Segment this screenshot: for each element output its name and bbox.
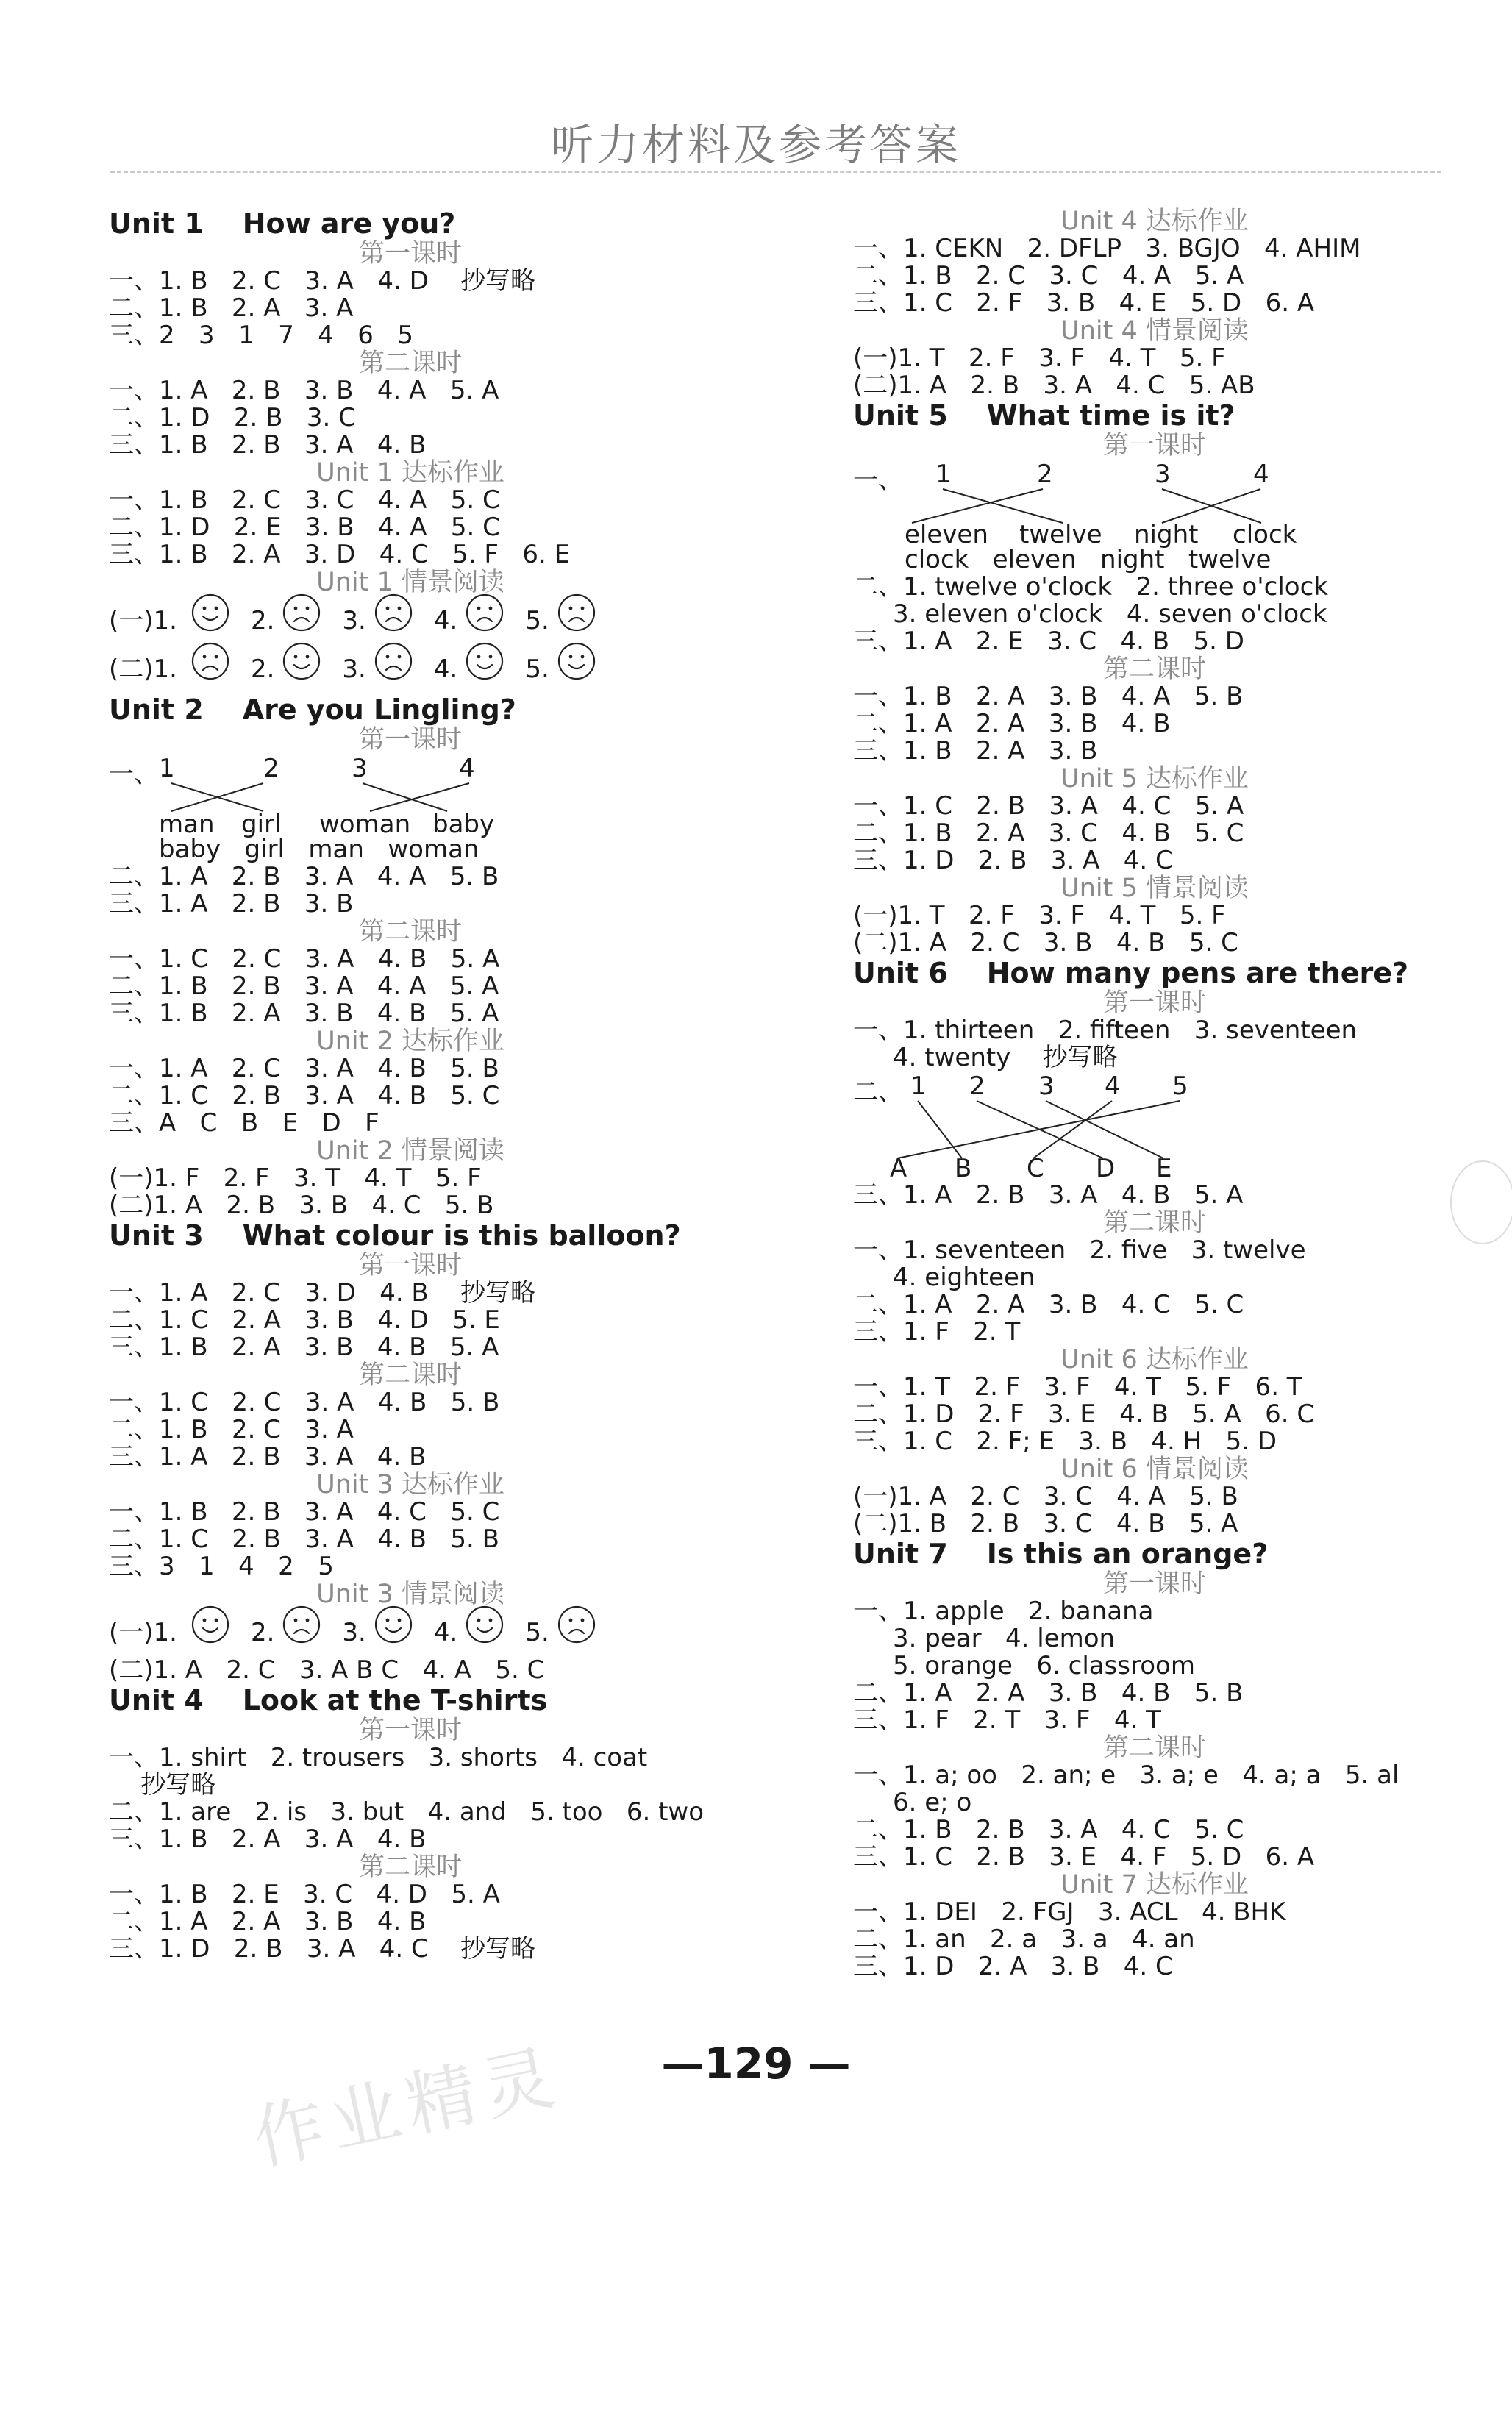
answer-line: (一)1. F 2. F 3. T 4. T 5. F (109, 1163, 482, 1193)
answer-line: 一、1. A 2. B 3. B 4. A 5. A (109, 376, 499, 405)
answer-line: (一)1. T 2. F 3. F 4. T 5. F (853, 343, 1226, 373)
stamp-mark (1450, 1160, 1512, 1244)
answer-line: 二、1. B 2. B 3. A 4. C 5. C (853, 1815, 1244, 1844)
section-heading: Unit 3 情景阅读 (316, 1580, 504, 1609)
answer-line: (二)1. B 2. B 3. C 4. B 5. A (853, 1509, 1238, 1538)
match-word: eleven (905, 520, 988, 549)
answer-line: (二)1. A 2. B 3. B 4. C 5. B (109, 1191, 494, 1220)
match-number: 4 (1105, 1071, 1121, 1101)
match-letter: D (1096, 1154, 1116, 1183)
match-number: 4 (459, 754, 475, 783)
unit-5-heading: Unit 5 What time is it? (853, 399, 1235, 432)
answer-line: 二、1. B 2. A 3. A (109, 293, 354, 323)
answer-line: 二、1. B 2. B 3. A 4. A 5. A (109, 971, 499, 1001)
left-column (109, 207, 815, 1963)
answer-line: 一、1. B 2. E 3. C 4. D 5. A (109, 1880, 500, 1909)
page-number: —129 — (661, 2039, 851, 2089)
answer-line: 一、1. C 2. B 3. A 4. C 5. A (853, 791, 1244, 821)
match-number: 5 (1172, 1071, 1188, 1101)
answer-line: 三、1. B 2. A 3. B 4. B 5. A (109, 1333, 499, 1362)
section-heading: Unit 1 达标作业 (316, 458, 504, 488)
section-heading: 第二课时 (358, 1852, 462, 1882)
section-heading: Unit 1 情景阅读 (316, 568, 504, 597)
section-heading: 第二课时 (358, 1361, 462, 1390)
match-number: 2 (263, 754, 279, 783)
answer-line: 三、1. C 2. F; E 3. B 4. H 5. D (853, 1427, 1277, 1456)
match-word: woman (319, 810, 411, 839)
answer-line: 一、1. A 2. C 3. A 4. B 5. B (109, 1054, 499, 1083)
answer-line: 3. eleven o'clock 4. seven o'clock (853, 599, 1327, 629)
answer-line: 二、1. D 2. E 3. B 4. A 5. C (109, 513, 500, 542)
face-answer (251, 641, 321, 697)
row-label: (一)1. (109, 606, 177, 635)
answer-line: 二、1. A 2. A 3. B 4. C 5. C (853, 1290, 1244, 1319)
answer-line: 二、1. A 2. B 3. A 4. A 5. B (109, 862, 499, 891)
section-heading: Unit 6 情景阅读 (1060, 1455, 1249, 1484)
face-number: 5. (525, 655, 549, 684)
smiley-face-icon (183, 1605, 230, 1661)
section-heading: 第一课时 (358, 1251, 462, 1280)
answer-line: clock eleven night twelve (905, 545, 1272, 574)
answer-line: 三、2 3 1 7 4 6 5 (109, 321, 413, 350)
answer-line: 一、1. thirteen 2. fifteen 3. seventeen (853, 1016, 1358, 1045)
answer-line: 三、1. A 2. B 3. A 4. B 5. A (853, 1180, 1244, 1210)
section-heading: Unit 6 达标作业 (1060, 1345, 1249, 1374)
match-number: 1 (910, 1071, 927, 1101)
face-number: 2. (250, 655, 275, 684)
watermark: 作业精灵 (246, 2034, 568, 2180)
match-letter: B (955, 1154, 972, 1183)
smiley-face-icon (549, 641, 596, 697)
unit-2-heading: Unit 2 Are you Lingling? (109, 693, 516, 726)
unit-6-heading: Unit 6 How many pens are there? (853, 957, 1409, 989)
section-heading: 第一课时 (358, 1716, 462, 1745)
match-letter: A (890, 1154, 907, 1183)
match-letter: E (1156, 1154, 1172, 1183)
match-word: girl (241, 810, 282, 839)
match-word: twelve (1019, 520, 1102, 549)
answer-line: 三、1. D 2. A 3. B 4. C (853, 1952, 1173, 1981)
right-column (853, 207, 1512, 1980)
answer-line: (二)1. A 2. C 3. A B C 4. A 5. C (109, 1655, 545, 1685)
match-letter: C (1027, 1154, 1044, 1183)
match-number: 3 (1038, 1071, 1055, 1101)
section-heading: 第一课时 (358, 239, 462, 268)
smiley-face-icon (366, 1605, 413, 1661)
face-number: 3. (342, 606, 366, 635)
answer-line: 一、1. CEKN 2. DFLP 3. BGJO 4. AHIM (853, 234, 1361, 263)
frowning-face-icon (457, 593, 504, 649)
answer-line: 一、1. apple 2. banana (853, 1597, 1154, 1626)
unit-1-heading: Unit 1 How are you? (109, 207, 456, 240)
face-answer (183, 1605, 230, 1661)
face-answer (525, 593, 596, 649)
face-answer (183, 641, 230, 697)
face-number: 5. (525, 606, 549, 635)
section-heading: Unit 3 达标作业 (316, 1470, 504, 1500)
match-number: 3 (352, 754, 368, 783)
face-answer (183, 593, 230, 649)
unit-3-heading: Unit 3 What colour is this balloon? (109, 1219, 681, 1252)
answer-line: 二、1. B 2. A 3. C 4. B 5. C (853, 819, 1244, 848)
match-number: 3 (1155, 460, 1171, 489)
answer-line: 一、1. shirt 2. trousers 3. shorts 4. coat (109, 1743, 648, 1772)
answer-line: 一、1. C 2. C 3. A 4. B 5. A (109, 944, 500, 974)
face-answer-row (109, 645, 815, 693)
row-label: (一)1. (109, 1618, 177, 1647)
frowning-face-icon (366, 641, 413, 697)
answer-line: 二、1. A 2. A 3. B 4. B (109, 1907, 427, 1936)
unit-7-heading: Unit 7 Is this an orange? (853, 1538, 1269, 1570)
answer-line: 4. twenty 抄写略 (853, 1043, 1118, 1072)
match-number: 4 (1253, 460, 1269, 489)
section-heading: Unit 5 达标作业 (1060, 764, 1249, 794)
answer-line: 二、1. A 2. A 3. B 4. B 5. B (853, 1678, 1244, 1708)
section-heading: Unit 2 达标作业 (316, 1027, 504, 1056)
answer-line: 一、1. T 2. F 3. F 4. T 5. F 6. T (853, 1372, 1302, 1402)
section-heading: Unit 5 情景阅读 (1060, 874, 1249, 903)
answer-line: 6. e; o (853, 1788, 972, 1817)
face-number: 2. (250, 606, 275, 635)
answer-line: 一、1. a; oo 2. an; e 3. a; e 4. a; a 5. al (853, 1761, 1399, 1790)
answer-line: 三、1. C 2. B 3. E 4. F 5. D 6. A (853, 1842, 1315, 1872)
row-label: (二)1. (109, 655, 177, 684)
answer-line: (一)1. A 2. C 3. C 4. A 5. B (853, 1482, 1238, 1511)
section-heading: Unit 7 达标作业 (1060, 1870, 1249, 1900)
face-answer (434, 593, 504, 649)
answer-line: 三、1. F 2. T 3. F 4. T (853, 1705, 1161, 1735)
answer-line: (二)1. A 2. B 3. A 4. C 5. AB (853, 371, 1255, 400)
smiley-face-icon (457, 1605, 504, 1661)
match-prefix: 一、 (853, 466, 903, 495)
face-number: 4. (433, 655, 458, 684)
smiley-face-icon (274, 641, 321, 697)
answer-line: 三、1. B 2. B 3. A 4. B (109, 430, 427, 460)
answer-line: 一、1. B 2. C 3. A 4. D 抄写略 (109, 266, 535, 296)
answer-line: 三、1. B 2. A 3. A 4. B (109, 1825, 427, 1854)
answer-line: 二、1. C 2. A 3. B 4. D 5. E (109, 1305, 500, 1335)
answer-line: 三、1. A 2. B 3. A 4. B (109, 1442, 427, 1472)
match-number: 2 (1037, 460, 1053, 489)
answer-line: 三、1. A 2. B 3. B (109, 889, 354, 919)
face-answer (342, 641, 413, 697)
answer-line: (二)1. A 2. C 3. B 4. B 5. C (853, 928, 1238, 958)
face-number: 3. (342, 1618, 366, 1647)
answer-line: 一、1. seventeen 2. five 3. twelve (853, 1235, 1306, 1265)
answer-line: 二、1. D 2. F 3. E 4. B 5. A 6. C (853, 1399, 1315, 1429)
matching-diagram (853, 460, 1512, 549)
face-number: 3. (342, 655, 366, 684)
section-heading: 第一课时 (1102, 431, 1206, 460)
answer-line: 三、1. B 2. A 3. B 4. B 5. A (109, 999, 499, 1028)
face-answer (342, 1605, 413, 1661)
smiley-face-icon (457, 641, 504, 697)
face-answer (434, 1605, 504, 1661)
title-rule (110, 171, 1441, 173)
answer-line: 二、1. B 2. C 3. A (109, 1415, 354, 1444)
face-number: 4. (433, 1618, 458, 1647)
answer-line: 三、1. B 2. A 3. B (853, 736, 1098, 766)
answer-line: 三、1. D 2. B 3. A 4. C 抄写略 (109, 1934, 535, 1964)
matching-diagram (853, 1071, 1512, 1182)
answer-line: 三、1. A 2. E 3. C 4. B 5. D (853, 627, 1244, 656)
answer-line: 三、1. D 2. B 3. A 4. C (853, 846, 1173, 875)
face-answer-row (109, 596, 815, 645)
answer-line: 三、1. C 2. F 3. B 4. E 5. D 6. A (853, 288, 1315, 318)
face-answer (525, 641, 596, 697)
section-heading: 第一课时 (358, 725, 462, 755)
face-number: 2. (250, 1618, 275, 1647)
section-heading: 第一课时 (1102, 1569, 1206, 1599)
answer-line: 三、1. B 2. A 3. D 4. C 5. F 6. E (109, 540, 571, 569)
match-prefix: 二、 (853, 1077, 903, 1107)
match-word: baby (432, 810, 495, 839)
answer-line: 一、1. B 2. C 3. C 4. A 5. C (109, 485, 500, 515)
face-answer (251, 1605, 321, 1661)
match-prefix: 一、 (109, 760, 159, 789)
answer-line: 二、1. C 2. B 3. A 4. B 5. B (109, 1525, 499, 1554)
answer-line: 三、1. F 2. T (853, 1317, 1021, 1347)
frowning-face-icon (274, 593, 321, 649)
answer-line: 一、1. A 2. C 3. D 4. B 抄写略 (109, 1278, 535, 1308)
face-answer (434, 641, 504, 697)
answer-line: 3. pear 4. lemon (853, 1624, 1116, 1653)
answer-line: 二、1. D 2. B 3. C (109, 403, 356, 432)
face-number: 4. (433, 606, 458, 635)
face-answer (342, 593, 413, 649)
face-answer-row (109, 1608, 815, 1657)
smiley-face-icon (183, 593, 230, 649)
frowning-face-icon (549, 593, 596, 649)
answer-line: 二、1. an 2. a 3. a 4. an (853, 1925, 1195, 1954)
section-heading: 第二课时 (1102, 1733, 1206, 1763)
matching-lines (853, 1071, 1235, 1182)
frowning-face-icon (366, 593, 413, 649)
answer-line: 抄写略 (109, 1770, 216, 1800)
section-heading: 第二课时 (358, 917, 462, 946)
section-heading: Unit 4 达标作业 (1060, 207, 1249, 236)
answer-line: 一、1. B 2. A 3. B 4. A 5. B (853, 682, 1244, 711)
section-heading: 第二课时 (1102, 1208, 1206, 1238)
answer-line: 二、1. twelve o'clock 2. three o'clock (853, 572, 1328, 602)
section-heading: 第二课时 (1102, 655, 1206, 684)
answer-line: 一、1. DEI 2. FGJ 3. ACL 4. BHK (853, 1897, 1286, 1927)
answer-line: 一、1. B 2. B 3. A 4. C 5. C (109, 1497, 500, 1527)
section-heading: Unit 4 情景阅读 (1060, 316, 1249, 346)
unit-4-heading: Unit 4 Look at the T-shirts (109, 1684, 548, 1716)
answer-line: 5. orange 6. classroom (853, 1651, 1195, 1680)
section-heading: 第二课时 (358, 349, 462, 378)
page-title: 听力材料及参考答案 (550, 120, 961, 170)
face-number: 5. (525, 1618, 549, 1647)
answer-line: 一、1. C 2. C 3. A 4. B 5. B (109, 1388, 500, 1417)
answer-line: (一)1. T 2. F 3. F 4. T 5. F (853, 901, 1226, 930)
section-heading: Unit 2 情景阅读 (316, 1136, 504, 1166)
section-heading: 第一课时 (1102, 988, 1206, 1018)
match-word: night (1134, 520, 1199, 549)
answer-line: 二、1. B 2. C 3. C 4. A 5. A (853, 261, 1244, 290)
frowning-face-icon (183, 641, 230, 697)
frowning-face-icon (274, 1605, 321, 1661)
match-number: 2 (969, 1071, 985, 1101)
answer-line: 二、1. C 2. B 3. A 4. B 5. C (109, 1081, 500, 1110)
answer-line: 二、1. are 2. is 3. but 4. and 5. too 6. two (109, 1797, 705, 1827)
answer-line: 三、A C B E D F (109, 1108, 379, 1138)
answer-line: 4. eighteen (853, 1263, 1035, 1292)
face-answer (525, 1605, 596, 1661)
answer-line: baby girl man woman (159, 835, 479, 864)
face-answer (251, 593, 321, 649)
match-word: man (159, 810, 215, 839)
frowning-face-icon (549, 1605, 596, 1661)
match-word: clock (1233, 520, 1297, 549)
answer-line: 三、3 1 4 2 5 (109, 1552, 334, 1581)
match-number: 1 (935, 460, 952, 489)
matching-diagram (109, 754, 815, 839)
answer-line: 二、1. A 2. A 3. B 4. B (853, 709, 1171, 738)
match-number: 1 (159, 754, 175, 783)
